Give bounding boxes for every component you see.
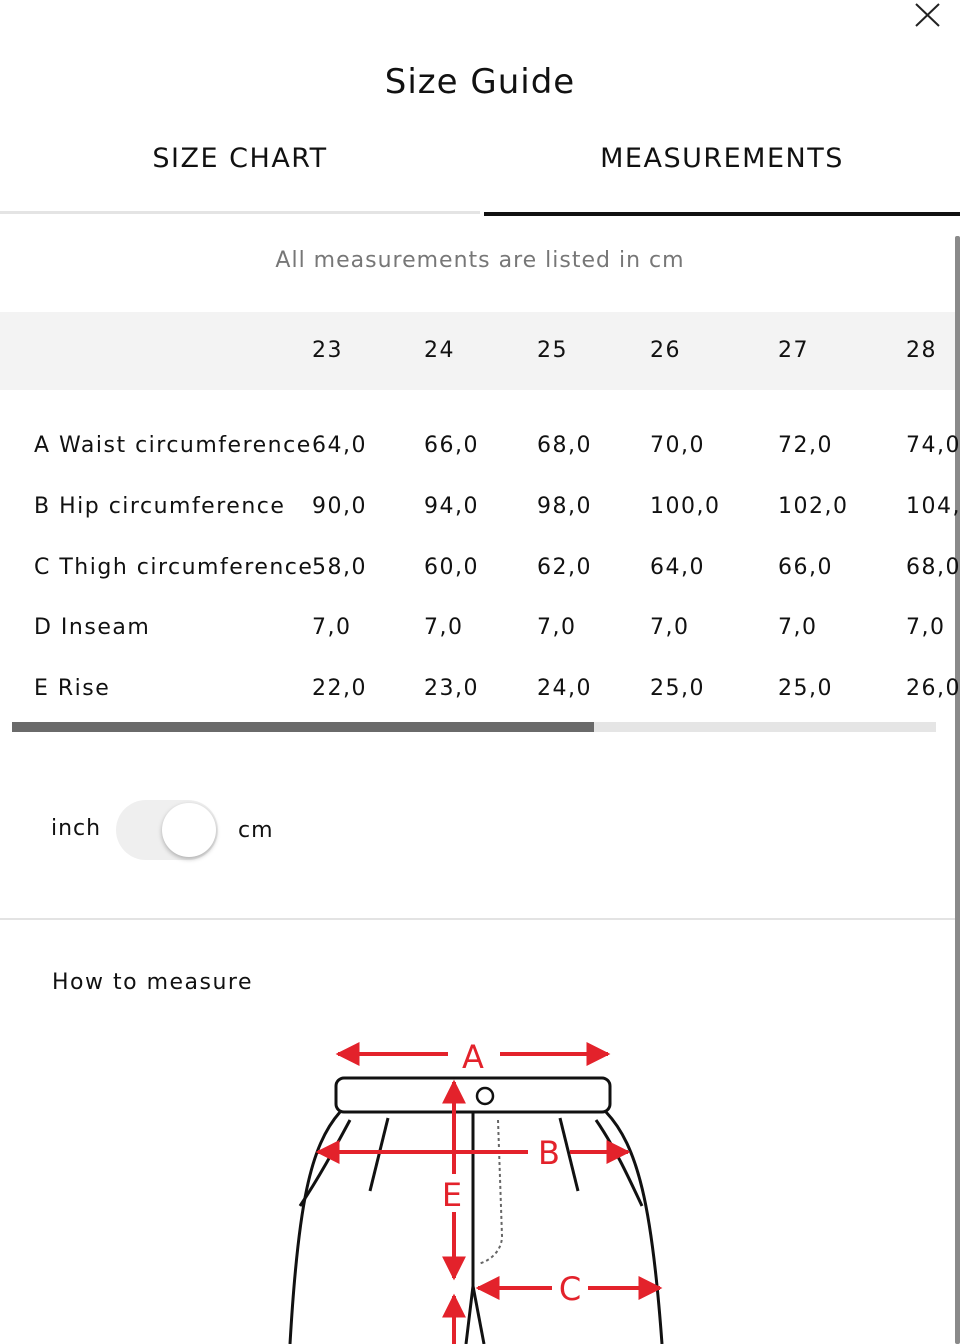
table-cell: 7,0 [906,615,946,640]
table-cell: 68,0 [537,433,592,458]
horizontal-scrollbar-thumb[interactable] [12,722,594,732]
table-cell: 7,0 [778,615,818,640]
how-to-measure-title: How to measure [52,970,254,995]
table-row-label: E Rise [34,676,111,701]
fly-stitching [478,1120,502,1264]
table-cell: 68,0 [906,555,961,580]
horizontal-scrollbar[interactable] [12,722,936,732]
table-row-label: D Inseam [34,615,151,640]
table-cell: 7,0 [424,615,464,640]
unit-cm-label: cm [238,818,274,843]
table-cell: 94,0 [424,494,479,519]
table-cell: 104, [906,494,961,519]
close-button[interactable] [906,0,950,30]
close-icon [906,0,950,30]
tab-bar [0,140,960,216]
table-cell: 25,0 [778,676,833,701]
table-cell: 74,0 [906,433,961,458]
table-cell: 58,0 [312,555,367,580]
table-cell: 7,0 [537,615,577,640]
tab-measurements-underline [484,212,960,216]
section-divider [0,918,955,920]
size-header-cell: 23 [312,338,343,363]
table-header-row [0,312,955,390]
unit-toggle[interactable] [116,800,218,860]
table-cell: 90,0 [312,494,367,519]
vertical-scrollbar[interactable] [955,236,960,1344]
table-row-label: C Thigh circumference [34,555,314,580]
tab-size-chart-underline [0,211,480,214]
table-cell: 22,0 [312,676,367,701]
diagram-label-b: B [538,1134,560,1172]
table-cell: 100,0 [650,494,721,519]
measure-diagram [270,1036,690,1344]
table-cell: 24,0 [537,676,592,701]
tab-size-chart[interactable] [0,140,480,216]
units-note: All measurements are listed in cm [275,248,685,273]
tab-measurements[interactable] [484,140,960,216]
table-cell: 64,0 [312,433,367,458]
size-header-cell: 25 [537,338,568,363]
diagram-label-a: A [462,1038,484,1076]
table-cell: 66,0 [424,433,479,458]
diagram-label-c: C [558,1270,582,1308]
table-cell: 7,0 [650,615,690,640]
size-header-cell: 28 [906,338,937,363]
table-row-label: A Waist circumference [34,433,312,458]
table-cell: 23,0 [424,676,479,701]
table-cell: 26,0 [906,676,961,701]
table-cell: 62,0 [537,555,592,580]
table-cell: 102,0 [778,494,849,519]
tab-size-chart-label: SIZE CHART [152,143,328,174]
size-header-cell: 27 [778,338,809,363]
measurements-table[interactable] [0,312,961,732]
table-cell: 66,0 [778,555,833,580]
table-cell: 60,0 [424,555,479,580]
table-cell: 98,0 [537,494,592,519]
pants-outline [290,1078,662,1344]
unit-inch-label: inch [51,816,102,841]
table-cell: 64,0 [650,555,705,580]
page-title: Size Guide [384,62,576,102]
table-row-label: B Hip circumference [34,494,286,519]
unit-toggle-knob [162,803,216,857]
table-cell: 70,0 [650,433,705,458]
table-cell: 7,0 [312,615,352,640]
table-cell: 72,0 [778,433,833,458]
size-header-cell: 26 [650,338,681,363]
tab-measurements-label: MEASUREMENTS [600,143,844,174]
size-header-cell: 24 [424,338,455,363]
diagram-label-e: E [441,1176,463,1214]
table-cell: 25,0 [650,676,705,701]
